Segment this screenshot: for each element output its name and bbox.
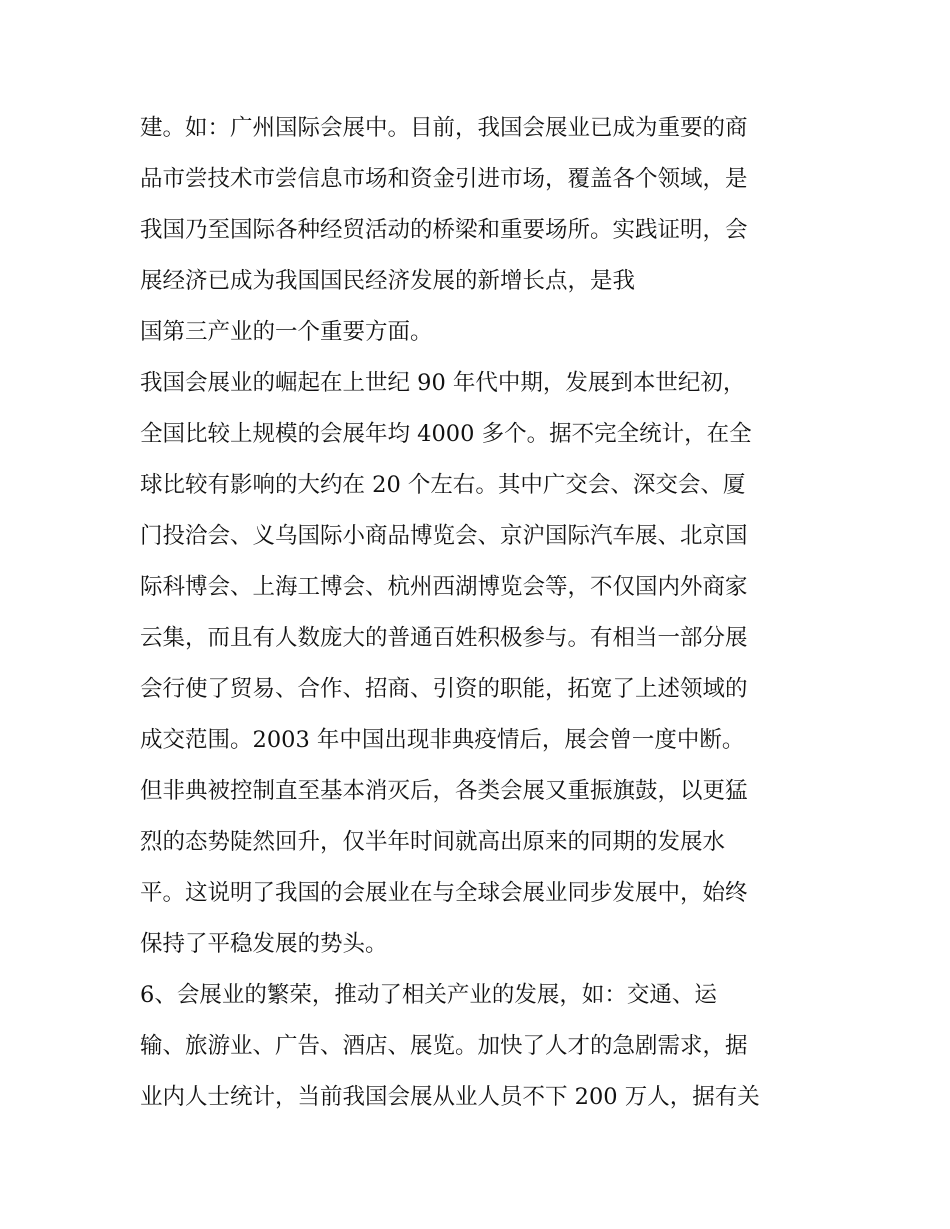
text-line: 保持了平稳发展的势头。	[140, 931, 388, 957]
text-line: 球比较有影响的大约在 20 个左右。其中广交会、深交会、厦	[140, 472, 746, 498]
text-line: 建。如：广州国际会展中。目前，我国会展业已成为重要的商	[140, 115, 748, 141]
text-line: 国第三产业的一个重要方面。	[140, 319, 433, 345]
text-line: 会行使了贸易、合作、招商、引资的职能，拓宽了上述领域的	[140, 676, 748, 702]
text-line: 平。这说明了我国的会展业在与全球会展业同步发展中，始终	[140, 880, 748, 906]
text-line: 成交范围。2003 年中国出现非典疫情后，展会曾一度中断。	[140, 727, 745, 753]
text-line: 我国乃至国际各种经贸活动的桥梁和重要场所。实践证明，会	[140, 217, 748, 243]
text-line: 6、会展业的繁荣，推动了相关产业的发展，如：交通、运	[140, 982, 717, 1008]
text-line: 品市尝技术市尝信息市场和资金引进市场，覆盖各个领域，是	[140, 166, 748, 192]
text-line: 我国会展业的崛起在上世纪 90 年代中期，发展到本世纪初，	[140, 370, 746, 396]
text-line: 全国比较上规模的会展年均 4000 多个。据不完全统计，在全	[140, 421, 752, 447]
text-line: 际科博会、上海工博会、杭州西湖博览会等，不仅国内外商家	[140, 574, 748, 600]
text-line: 输、旅游业、广告、酒店、展览。加快了人才的急剧需求，据	[140, 1033, 748, 1059]
text-line: 门投洽会、义乌国际小商品博览会、京沪国际汽车展、北京国	[140, 523, 748, 549]
text-line: 业内人士统计，当前我国会展从业人员不下 200 万人，据有关	[140, 1084, 760, 1110]
text-line: 展经济已成为我国国民经济发展的新增长点，是我	[140, 268, 636, 294]
text-line: 烈的态势陡然回升，仅半年时间就高出原来的同期的发展水	[140, 829, 726, 855]
text-line: 但非典被控制直至基本消灭后，各类会展又重振旗鼓，以更猛	[140, 778, 748, 804]
text-line: 云集，而且有人数庞大的普通百姓积极参与。有相当一部分展	[140, 625, 748, 651]
